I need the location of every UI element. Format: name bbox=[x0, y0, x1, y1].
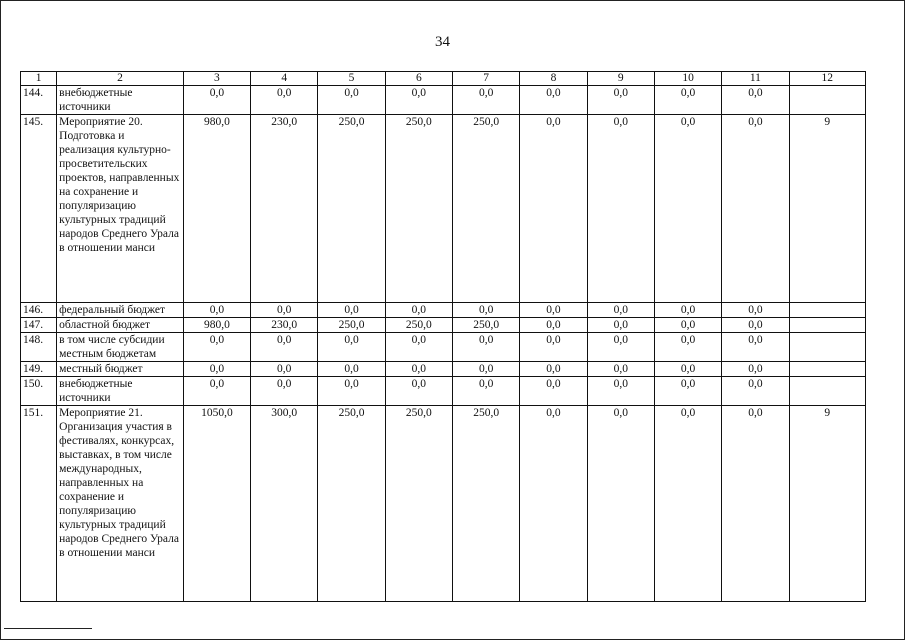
row-name: внебюджетные источники bbox=[57, 377, 184, 406]
row-name: Мероприятие 21. Организация участия в фестивалях, конкурсах, выставках, в том числе международных, направленных на сохранение и популяризацию культурных традиций народов Среднего Урала в отношении манси bbox=[57, 406, 184, 602]
value-cell: 0,0 bbox=[520, 333, 587, 362]
column-header-1: 1 bbox=[21, 72, 57, 86]
row-number: 148. bbox=[21, 333, 57, 362]
value-cell: 0,0 bbox=[587, 377, 654, 406]
value-cell: 250,0 bbox=[385, 406, 452, 602]
value-cell: 0,0 bbox=[183, 333, 250, 362]
value-cell bbox=[789, 86, 865, 115]
value-cell: 0,0 bbox=[722, 115, 789, 303]
value-cell: 0,0 bbox=[722, 377, 789, 406]
value-cell: 250,0 bbox=[318, 406, 385, 602]
row-name: федеральный бюджет bbox=[57, 303, 184, 318]
value-cell: 9 bbox=[789, 406, 865, 602]
value-cell: 0,0 bbox=[587, 333, 654, 362]
value-cell: 0,0 bbox=[722, 362, 789, 377]
value-cell: 0,0 bbox=[183, 303, 250, 318]
table-row bbox=[21, 333, 866, 362]
table-row bbox=[21, 115, 866, 303]
value-cell: 0,0 bbox=[453, 362, 520, 377]
value-cell: 0,0 bbox=[722, 86, 789, 115]
value-cell: 0,0 bbox=[587, 362, 654, 377]
column-header-11: 11 bbox=[722, 72, 789, 86]
row-number: 150. bbox=[21, 377, 57, 406]
value-cell: 9 bbox=[789, 115, 865, 303]
value-cell: 0,0 bbox=[654, 303, 721, 318]
value-cell bbox=[789, 303, 865, 318]
footer-rule bbox=[4, 628, 92, 629]
budget-table bbox=[20, 71, 866, 602]
value-cell: 250,0 bbox=[385, 318, 452, 333]
value-cell: 0,0 bbox=[520, 86, 587, 115]
column-header-2: 2 bbox=[57, 72, 184, 86]
value-cell: 300,0 bbox=[251, 406, 318, 602]
column-header-10: 10 bbox=[654, 72, 721, 86]
value-cell: 0,0 bbox=[520, 377, 587, 406]
value-cell: 250,0 bbox=[385, 115, 452, 303]
value-cell: 0,0 bbox=[654, 377, 721, 406]
page-number: 34 bbox=[435, 34, 450, 50]
value-cell: 0,0 bbox=[587, 406, 654, 602]
value-cell: 0,0 bbox=[385, 362, 452, 377]
value-cell bbox=[789, 377, 865, 406]
value-cell: 0,0 bbox=[520, 115, 587, 303]
value-cell: 1050,0 bbox=[183, 406, 250, 602]
value-cell bbox=[789, 318, 865, 333]
table-row bbox=[21, 406, 866, 602]
column-header-6: 6 bbox=[385, 72, 452, 86]
value-cell: 0,0 bbox=[722, 333, 789, 362]
value-cell: 0,0 bbox=[183, 86, 250, 115]
value-cell: 0,0 bbox=[183, 377, 250, 406]
value-cell: 0,0 bbox=[385, 333, 452, 362]
value-cell: 0,0 bbox=[654, 86, 721, 115]
row-number: 149. bbox=[21, 362, 57, 377]
value-cell: 0,0 bbox=[453, 377, 520, 406]
value-cell: 0,0 bbox=[453, 333, 520, 362]
row-name: в том числе субсидии местным бюджетам bbox=[57, 333, 184, 362]
table-row bbox=[21, 86, 866, 115]
value-cell: 0,0 bbox=[251, 333, 318, 362]
value-cell: 0,0 bbox=[587, 86, 654, 115]
value-cell: 0,0 bbox=[251, 377, 318, 406]
column-header-12: 12 bbox=[789, 72, 865, 86]
column-header-5: 5 bbox=[318, 72, 385, 86]
value-cell: 0,0 bbox=[722, 318, 789, 333]
table-row bbox=[21, 318, 866, 333]
row-number: 147. bbox=[21, 318, 57, 333]
row-name: внебюджетные источники bbox=[57, 86, 184, 115]
column-header-7: 7 bbox=[453, 72, 520, 86]
value-cell: 0,0 bbox=[587, 303, 654, 318]
table-header-row bbox=[21, 72, 866, 86]
value-cell: 0,0 bbox=[722, 406, 789, 602]
value-cell: 230,0 bbox=[251, 318, 318, 333]
value-cell: 0,0 bbox=[654, 333, 721, 362]
value-cell: 250,0 bbox=[453, 318, 520, 333]
value-cell: 0,0 bbox=[318, 377, 385, 406]
row-number: 146. bbox=[21, 303, 57, 318]
value-cell: 980,0 bbox=[183, 115, 250, 303]
value-cell: 0,0 bbox=[385, 377, 452, 406]
value-cell: 0,0 bbox=[318, 362, 385, 377]
value-cell: 0,0 bbox=[654, 115, 721, 303]
value-cell: 0,0 bbox=[318, 333, 385, 362]
column-header-8: 8 bbox=[520, 72, 587, 86]
value-cell: 250,0 bbox=[318, 318, 385, 333]
value-cell: 0,0 bbox=[722, 303, 789, 318]
column-header-4: 4 bbox=[251, 72, 318, 86]
row-name: областной бюджет bbox=[57, 318, 184, 333]
value-cell: 0,0 bbox=[520, 318, 587, 333]
value-cell: 250,0 bbox=[318, 115, 385, 303]
value-cell bbox=[789, 333, 865, 362]
value-cell: 980,0 bbox=[183, 318, 250, 333]
table-row bbox=[21, 377, 866, 406]
value-cell: 0,0 bbox=[587, 115, 654, 303]
row-name: местный бюджет bbox=[57, 362, 184, 377]
value-cell: 250,0 bbox=[453, 406, 520, 602]
value-cell: 0,0 bbox=[453, 303, 520, 318]
value-cell: 0,0 bbox=[520, 303, 587, 318]
column-header-3: 3 bbox=[183, 72, 250, 86]
value-cell: 0,0 bbox=[520, 406, 587, 602]
value-cell: 230,0 bbox=[251, 115, 318, 303]
value-cell: 0,0 bbox=[654, 318, 721, 333]
value-cell: 0,0 bbox=[183, 362, 250, 377]
table-row bbox=[21, 362, 866, 377]
value-cell: 0,0 bbox=[453, 86, 520, 115]
value-cell: 250,0 bbox=[453, 115, 520, 303]
value-cell: 0,0 bbox=[385, 303, 452, 318]
value-cell: 0,0 bbox=[251, 303, 318, 318]
column-header-9: 9 bbox=[587, 72, 654, 86]
value-cell: 0,0 bbox=[318, 86, 385, 115]
value-cell: 0,0 bbox=[587, 318, 654, 333]
row-name: Мероприятие 20. Подготовка и реализация культурно-просветительских проектов, направленных на сохранение и популяризацию культурных традиций народов Среднего Урала в отношении манси bbox=[57, 115, 184, 303]
value-cell: 0,0 bbox=[654, 406, 721, 602]
table-row bbox=[21, 303, 866, 318]
value-cell: 0,0 bbox=[318, 303, 385, 318]
value-cell: 0,0 bbox=[385, 86, 452, 115]
value-cell: 0,0 bbox=[654, 362, 721, 377]
value-cell: 0,0 bbox=[251, 86, 318, 115]
value-cell: 0,0 bbox=[520, 362, 587, 377]
value-cell: 0,0 bbox=[251, 362, 318, 377]
row-number: 145. bbox=[21, 115, 57, 303]
row-number: 144. bbox=[21, 86, 57, 115]
row-number: 151. bbox=[21, 406, 57, 602]
value-cell bbox=[789, 362, 865, 377]
